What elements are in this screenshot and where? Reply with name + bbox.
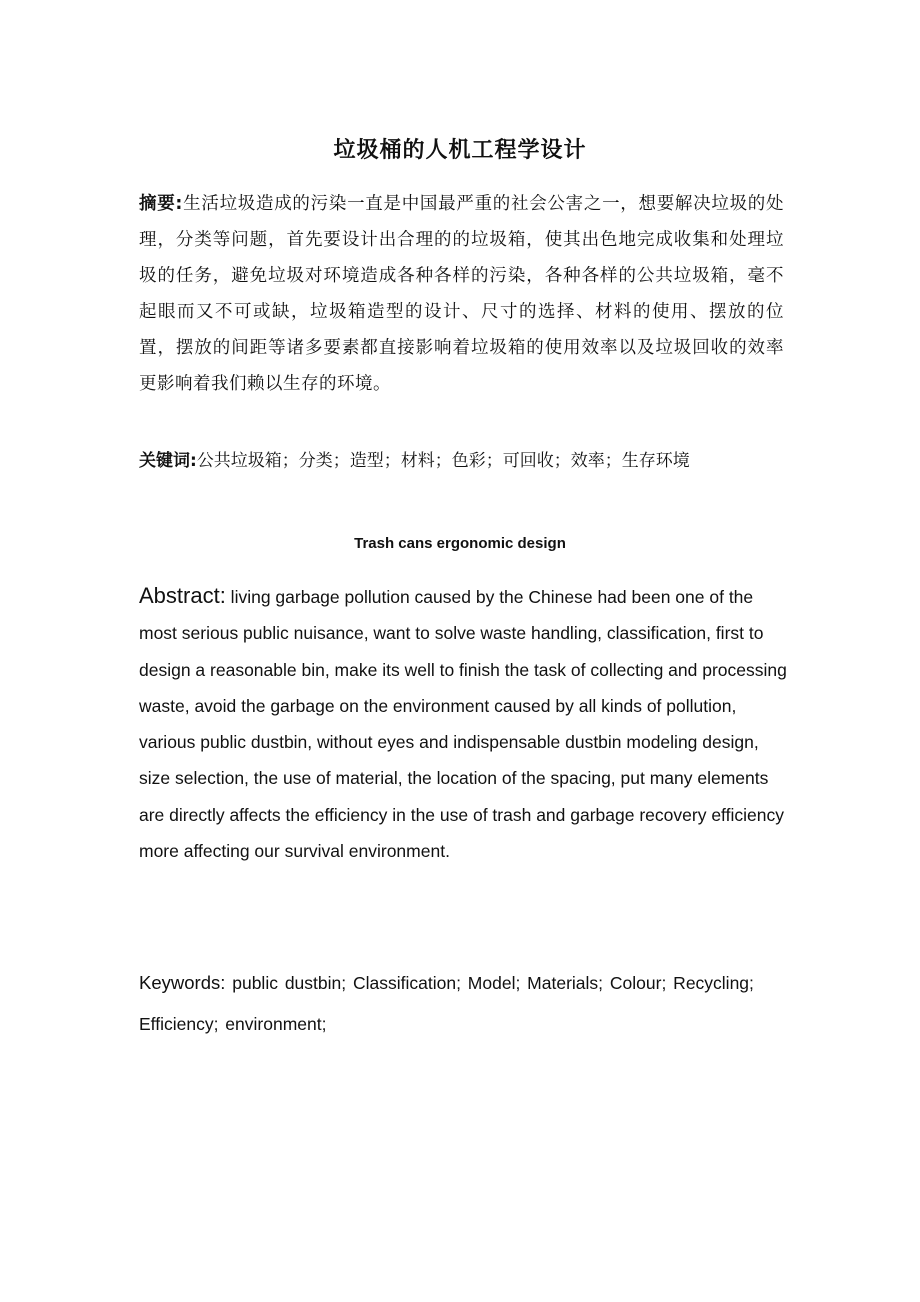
chinese-abstract-text: 生活垃圾造成的污染一直是中国最严重的社会公害之一，想要解决垃圾的处理，分类等问题，首先要设计出合理的的垃圾箱，使其出色地完成收集和处理垃圾的任务，避免垃圾对环境造成各种各样的污染，各种各样的公共垃圾箱，毫不起眼而又不可或缺，垃圾箱造型的设计、尺寸的选择、材料的使用、摆放的位置，摆放的间距等诸多要素都直接影响着垃圾箱的使用效率以及垃圾回收的效率更影响着我们赖以生存的环境。 <box>139 194 785 394</box>
chinese-keywords-text: 公共垃圾箱；分类；造型；材料；色彩；可回收；效率；生存环境 <box>196 451 690 471</box>
english-abstract-text: living garbage pollution caused by the Chinese had been one of the most serious public nuisance, want to solve waste handling, classification, first to design a reasonable bin, make its well to finish the task of collecting and processing waste, avoid the garbage on the environment caused by all kinds of pollution, various public dustbin, without eyes and indispensable dustbin modeling design, size selection, the use of material, the location of the spacing, put many elements are directly affects the efficiency in the use of trash and garbage recovery efficiency more affecting our survival environment. <box>139 587 787 862</box>
chinese-keywords <box>139 446 839 476</box>
english-keywords-text: public dustbin; Classification; Model; Materials; Colour; Recycling; Efficiency; environment; <box>139 973 754 1034</box>
english-abstract-label: Abstract: <box>139 583 226 608</box>
chinese-keywords-label: 关键词: <box>139 451 197 471</box>
chinese-abstract-label: 摘要: <box>139 194 183 214</box>
english-title: Trash cans ergonomic design <box>354 535 566 552</box>
english-keywords <box>139 962 789 1045</box>
chinese-abstract <box>139 186 784 402</box>
english-abstract <box>139 578 789 869</box>
chinese-title: 垃圾桶的人机工程学设计 <box>333 138 587 163</box>
english-keywords-label: Keywords: <box>139 972 226 993</box>
